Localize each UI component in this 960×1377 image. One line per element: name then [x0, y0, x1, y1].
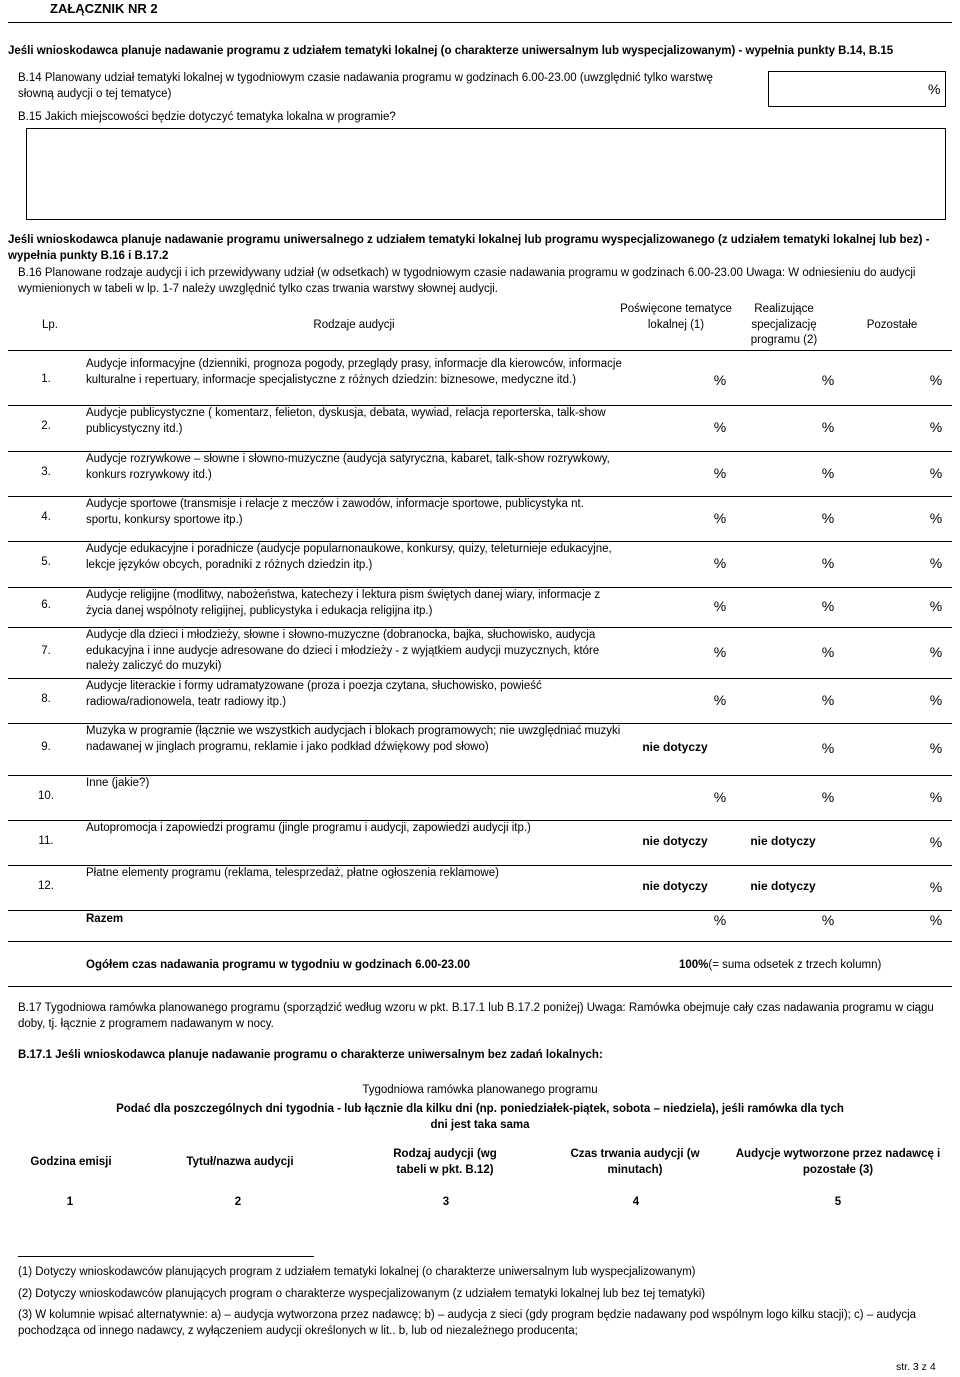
col-header-types: Rodzaje audycji — [313, 319, 395, 331]
row-value-2[interactable]: % — [821, 598, 835, 614]
row-number: 10. — [38, 789, 54, 802]
t2-col-num-5: 5 — [834, 1196, 842, 1208]
row-value-1[interactable]: % — [713, 691, 727, 708]
row-value-1: nie dotyczy — [642, 878, 708, 893]
ogolem-percent: 100% — [679, 959, 709, 971]
footnote-3: (3) W kolumnie wpisać alternatywnie: a) – audycja wytworzona przez nadawcę; b) – audycja z sieci (gdy program będzie nadawany pod wspólnym logo kilku stacji); c) – audycja pochodząca od innego nadawcy, z wyłączeniem audycji określonych w lit.. b, lub od niezależnego producenta; — [18, 1309, 917, 1337]
row-value-2: nie dotyczy — [750, 833, 816, 848]
row-value-3[interactable]: % — [929, 740, 943, 756]
row-number: 8. — [41, 692, 51, 705]
row-number: 11. — [38, 834, 54, 847]
ogolem-value — [679, 958, 881, 974]
row-value-3[interactable]: % — [929, 598, 943, 614]
row-number: 2. — [41, 420, 51, 432]
row-description: Audycje informacyjne (dzienniki, prognoza pogody, przeglądy prasy, informacje dla kierowców, informacje kulturalne i repertuary, informacje specjalistyczne z różnych dziedzin: biznesowe, medyczne itd.) — [86, 358, 622, 386]
row-value-1[interactable]: % — [713, 464, 727, 481]
row-description: Audycje sportowe (transmisje i relacje z meczów i zawodów, informacje sportowe, publicystyka nt. sportu, konkursy sportowe itp.) — [86, 498, 584, 526]
row-value-2[interactable]: % — [821, 740, 835, 756]
row-number: 9. — [41, 741, 51, 753]
row-description: Audycje literackie i formy udramatyzowane (proza i poezja czytana, słuchowisko, powieść radiowa/radionowela, teatr radiowy itp.) — [86, 680, 542, 708]
row-value-3[interactable]: % — [929, 691, 943, 708]
section-a-intro: Jeśli wnioskodawca planuje nadawanie programu z udziałem tematyki lokalnej (o charakterze uniwersalnym lub wyspecjalizowanym) - wypełnia punkty B.14, B.15 — [8, 45, 894, 57]
row-value-3[interactable]: % — [929, 555, 943, 571]
schedule-title: Tygodniowa ramówka planowanego programu — [362, 1084, 598, 1096]
t2-col-num-4: 4 — [632, 1196, 640, 1208]
section-b-intro: Jeśli wnioskodawca planuje nadawanie programu uniwersalnego z udziałem tematyki lokalnej lub programu wyspecjalizowanego (z udziałem tematyki lokalnej lub bez) - wypełnia punkty B.16 i B.17.2 — [8, 234, 930, 262]
col-header-specialization: Realizujące specjalizację programu (2) — [750, 303, 818, 347]
row-value-3[interactable]: % — [929, 371, 943, 388]
row-value-2[interactable]: % — [821, 555, 835, 571]
row-value-1: nie dotyczy — [642, 833, 708, 848]
b14-question: B.14 Planowany udział tematyki lokalnej w tygodniowym czasie nadawania programu w godzinach 6.00-23.00 (uwzględnić tylko warstwę słowną audycji o tej tematyce) — [18, 72, 713, 100]
row-number: 1. — [41, 372, 51, 385]
row-number: 3. — [41, 465, 51, 478]
razem-c3[interactable]: % — [929, 912, 943, 928]
row-value-1[interactable]: % — [713, 788, 727, 805]
row-description: Audycje rozrywkowe – słowne i słowno-muzyczne (audycja satyryczna, kabaret, talk-show rozrywkowy, konkurs rozrywkowy itd.) — [86, 453, 610, 481]
row-description: Muzyka w programie (łącznie we wszystkich audycjach i blokach programowych; nie uwzględniać muzyki nadawanej w jinglach programu, reklamie i jako podkład dźwiękowy pod słowo) — [86, 725, 621, 753]
row-value-2[interactable]: % — [821, 788, 835, 805]
page-title: ZAŁĄCZNIK NR 2 — [50, 1, 158, 16]
b15-question: B.15 Jakich miejscowości będzie dotyczyć tematyka lokalna w programie? — [18, 111, 396, 123]
footnote-divider — [18, 1256, 314, 1257]
row-value-2[interactable]: % — [821, 371, 835, 388]
table-divider — [8, 986, 952, 987]
b17-text: B.17 Tygodniowa ramówka planowanego programu (sporządzić według wzoru w pkt. B.17.1 lub B.17.2 poniżej) Uwaga: Ramówka obejmuje cały czas nadawania programu w ciągu doby, tj. łącznie z programem nadawanym w nocy. — [18, 1002, 934, 1030]
col-header-lp: Lp. — [42, 319, 58, 331]
row-number: 5. — [41, 556, 51, 568]
row-value-1[interactable]: % — [713, 371, 727, 388]
t2-header-time: Godzina emisji — [30, 1156, 112, 1168]
row-value-2[interactable]: % — [821, 643, 835, 660]
footnote-2: (2) Dotyczy wnioskodawców planujących program o charakterze wyspecjalizowanym (z udziałem tematyki lokalnej lub bez tej tematyki) — [18, 1288, 706, 1300]
razem-label: Razem — [86, 913, 124, 925]
razem-c1[interactable]: % — [713, 912, 727, 928]
row-value-1[interactable]: % — [713, 598, 727, 614]
t2-col-num-1: 1 — [66, 1196, 74, 1208]
divider — [8, 22, 952, 23]
row-value-2[interactable]: % — [821, 419, 835, 435]
row-description: Audycje religijne (modlitwy, nabożeństwa, katechezy i lektura pism świętych danej wiary, informacje z życia danej wspólnoty religijnej, publicystyka i edukacja religijna itp.) — [86, 589, 601, 617]
t2-header-duration: Czas trwania audycji (w minutach) — [570, 1148, 700, 1176]
b171-text: B.17.1 Jeśli wnioskodawca planuje nadawanie programu o charakterze uniwersalnym bez zadań lokalnych: — [18, 1049, 603, 1061]
ogolem-note: (= suma odsetek z trzech kolumn) — [708, 959, 882, 971]
row-value-1: nie dotyczy — [642, 740, 708, 754]
row-number: 4. — [41, 510, 51, 523]
b14-input[interactable] — [768, 71, 946, 107]
row-value-1[interactable]: % — [713, 509, 727, 526]
t2-col-num-3: 3 — [442, 1196, 450, 1208]
row-description: Autopromocja i zapowiedzi programu (jingle programu i audycji, zapowiedzi audycji itp.) — [86, 822, 531, 834]
footnote-1: (1) Dotyczy wnioskodawców planujących program z udziałem tematyki lokalnej (o charakterze uniwersalnym lub wyspecjalizowanym) — [18, 1266, 696, 1278]
row-value-3[interactable]: % — [929, 788, 943, 805]
row-value-3[interactable]: % — [929, 464, 943, 481]
col-header-local: Poświęcone tematyce lokalnej (1) — [620, 303, 732, 331]
b14-unit: % — [928, 81, 941, 97]
row-value-1[interactable]: % — [713, 555, 727, 571]
razem-c2[interactable]: % — [821, 912, 835, 928]
row-number: 6. — [41, 599, 51, 611]
row-number: 7. — [41, 644, 51, 657]
t2-header-origin: Audycje wytworzone przez nadawcę i pozostałe (3) — [735, 1148, 941, 1176]
page-number: str. 3 z 4 — [896, 1361, 936, 1373]
row-value-2: nie dotyczy — [750, 878, 816, 893]
row-description: Audycje publicystyczne ( komentarz, felieton, dyskusja, debata, wywiad, relacja reporterska, talk-show publicystyczny itd.) — [86, 407, 606, 435]
row-description: Płatne elementy programu (reklama, telesprzedaż, płatne ogłoszenia reklamowe) — [86, 867, 499, 879]
row-value-3[interactable]: % — [929, 643, 943, 660]
row-number: 12. — [38, 879, 54, 892]
row-value-2[interactable]: % — [821, 464, 835, 481]
schedule-subtitle: Podać dla poszczególnych dni tygodnia - lub łącznie dla kilku dni (np. poniedziałek-piątek, sobota – niedziela), jeśli ramówka dla tych dni jest taka sama — [116, 1103, 844, 1131]
row-value-3[interactable]: % — [929, 878, 943, 895]
table-divider — [8, 941, 952, 942]
col-header-other: Pozostałe — [866, 319, 918, 331]
row-description: Audycje dla dzieci i młodzieży, słowne i słowno-muzyczne (dobranocka, bajka, słuchowisko, audycja edukacyjna i inne audycje adresowane do dzieci i młodzieży - z wyjątkiem audycji muzycznych, które należy zaliczyć do muzyki) — [86, 629, 600, 673]
table-divider — [8, 350, 952, 351]
row-description: Inne (jakie?) — [86, 777, 150, 789]
row-value-1[interactable]: % — [713, 643, 727, 660]
t2-header-title: Tytuł/nazwa audycji — [186, 1156, 294, 1168]
row-value-3[interactable]: % — [929, 509, 943, 526]
row-description: Audycje edukacyjne i poradnicze (audycje popularnonaukowe, konkursy, quizy, teleturnieje edukacyjne, lekcje języków obcych, poradniki z różnych dziedzin itp.) — [86, 543, 612, 571]
t2-header-type: Rodzaj audycji (wg tabeli w pkt. B.12) — [393, 1148, 497, 1176]
row-value-1[interactable]: % — [713, 419, 727, 435]
row-value-3[interactable]: % — [929, 833, 943, 850]
row-value-2[interactable]: % — [821, 691, 835, 708]
row-value-3[interactable]: % — [929, 419, 943, 435]
ogolem-label: Ogółem czas nadawania programu w tygodniu w godzinach 6.00-23.00 — [86, 959, 471, 971]
b16-question: B.16 Planowane rodzaje audycji i ich przewidywany udział (w odsetkach) w tygodniowym czasie nadawania programu w godzinach 6.00-23.00 Uwaga: W odniesieniu do audycji wymienionych w tabeli w lp. 1-7 należy uwzględnić tylko czas trwania warstwy słownej audycji. — [18, 267, 916, 295]
row-value-2[interactable]: % — [821, 509, 835, 526]
t2-col-num-2: 2 — [234, 1196, 242, 1208]
b15-input[interactable] — [26, 128, 946, 220]
